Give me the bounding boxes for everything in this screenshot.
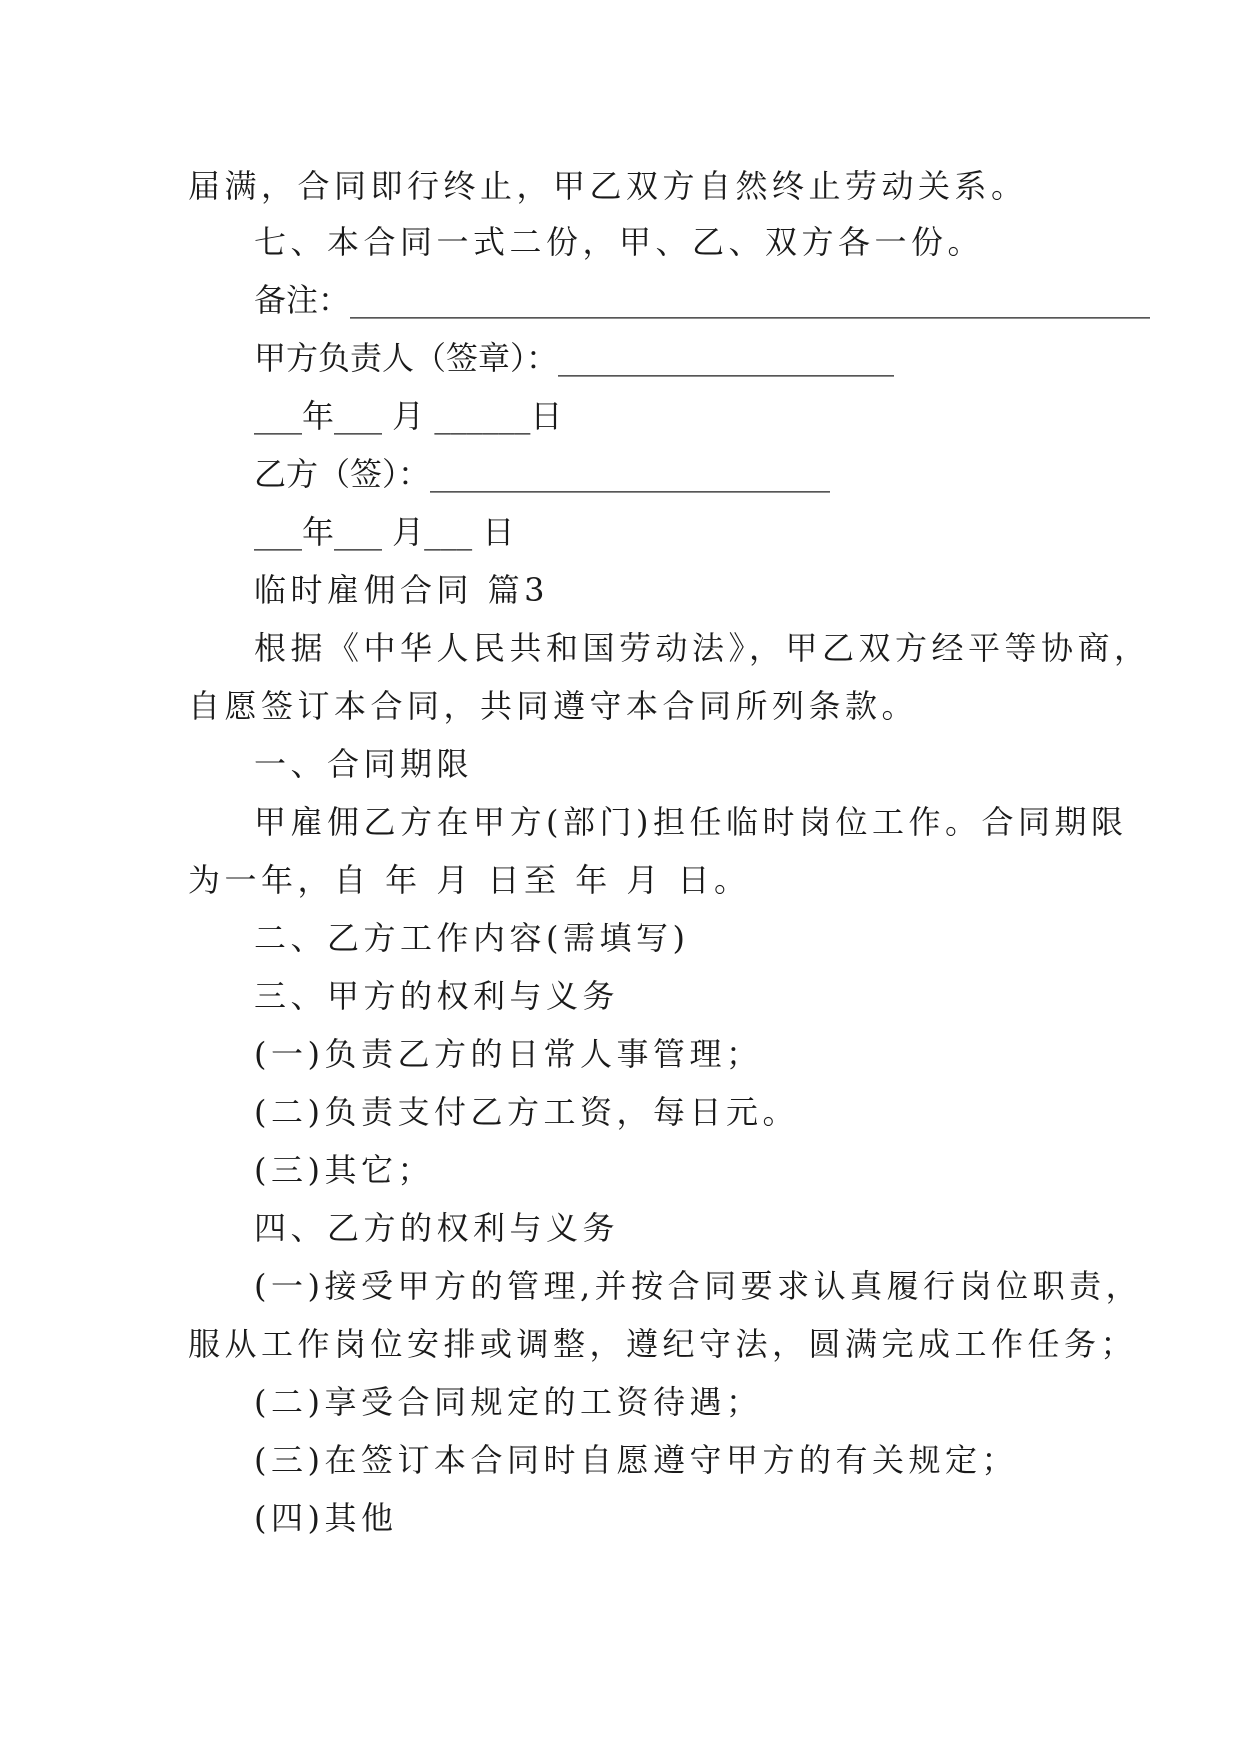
- remarks-field: 备注：__________________________________________________: [254, 281, 1151, 319]
- article-three-item-3: (三)其它；: [254, 1151, 434, 1189]
- article-four-item-4: (四)其他: [254, 1499, 398, 1537]
- article-four-item-3: (三)在签订本合同时自愿遵守甲方的有关规定；: [254, 1441, 1018, 1479]
- party-a-signature-field: 甲方负责人（签章）：_____________________: [254, 339, 895, 377]
- article-four-item-1: (一)接受甲方的管理,并按合同要求认真履行岗位职责，: [254, 1267, 1143, 1305]
- article-three-item-1: (一)负责乙方的日常人事管理；: [254, 1035, 763, 1073]
- article-four-item-2: (二)享受合同规定的工资待遇；: [254, 1383, 763, 1421]
- article-four-heading: 四、乙方的权利与义务: [254, 1209, 620, 1247]
- preamble-line-2: 自愿签订本合同，共同遵守本合同所列条款。: [188, 687, 919, 725]
- article-two-heading: 二、乙方工作内容(需填写): [254, 919, 690, 957]
- article-one-text-2: 为一年，自 年 月 日至 年 月 日。: [188, 861, 751, 899]
- article-one-text-1: 甲雇佣乙方在甲方(部门)担任临时岗位工作。合同期限: [254, 803, 1128, 841]
- clause-seven: 七、本合同一式二份，甲、乙、双方各一份。: [254, 223, 985, 261]
- article-three-item-2: (二)负责支付乙方工资，每日元。: [254, 1093, 799, 1131]
- section-heading: 临时雇佣合同 篇3: [254, 571, 550, 609]
- party-b-signature-field: 乙方（签）：_________________________: [254, 455, 831, 493]
- preamble-line-1: 根据《中华人民共和国劳动法》，甲乙双方经平等协商，: [254, 629, 1151, 667]
- article-one-heading: 一、合同期限: [254, 745, 474, 783]
- article-four-item-1-continuation: 服从工作岗位安排或调整，遵纪守法，圆满完成工作任务；: [188, 1325, 1138, 1363]
- clause-six-continuation: 届满，合同即行终止，甲乙双方自然终止劳动关系。: [188, 167, 1028, 205]
- party-b-date-field: ___年___ 月___ 日: [254, 513, 515, 551]
- article-three-heading: 三、甲方的权利与义务: [254, 977, 620, 1015]
- party-a-date-field: ___年___ 月 ______日: [254, 397, 563, 435]
